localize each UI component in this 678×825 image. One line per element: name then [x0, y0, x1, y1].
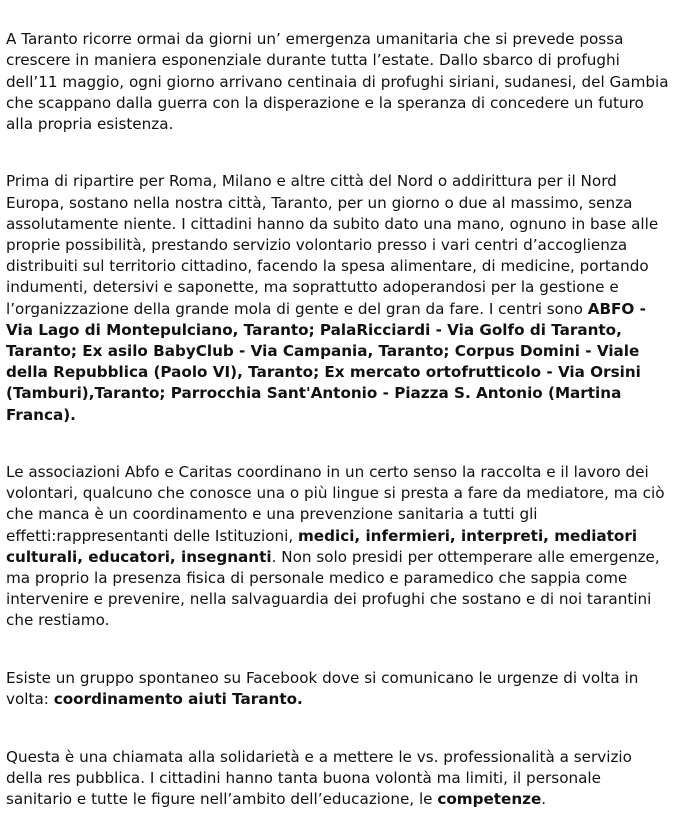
text-run: A Taranto ricorre ormai da giorni un’ emergenza umanitaria che si prevede possa crescere in maniera esponenziale durante tutta l’estate. Dallo sbarco di profughi dell’11 maggio, ogni giorno arrivano centinaia di profughi siriani, sudanesi, del Gambia che scappano dalla guerra con la disperazione e la speranza di concedere un futuro alla propria esistenza.: [6, 30, 669, 134]
paragraph-facebook-group: [6, 647, 676, 711]
paragraph-emergency-intro: [6, 8, 676, 135]
text-run: Esiste un gruppo spontaneo su Facebook dove si comunicano le urgenze di volta in volta:: [6, 668, 639, 709]
paragraph-citizens-help: [6, 150, 676, 426]
text-run: .: [541, 789, 547, 808]
text-run: Le associazioni Abfo e Caritas coordinano in un certo senso la raccolta e il lavoro dei volontari, qualcuno che conosce una o più lingue si presta a fare da mediatore, ma ciò che manca è un coordinamento e una prevenzione sanitaria a tutti gli effetti:rappresentanti delle Istituzioni,: [6, 463, 665, 545]
competenze-emphasis: competenze: [437, 789, 542, 808]
paragraph-associations: [6, 441, 676, 632]
facebook-group-name: coordinamento aiuti Taranto.: [53, 690, 303, 709]
needed-professionals: medici, infermieri, interpreti, mediatori culturali, educatori, insegnanti: [6, 526, 638, 566]
text-run: Prima di ripartire per Roma, Milano e altre città del Nord o addirittura per il Nord Europa, sostano nella nostra città, Taranto, per un giorno o due al massimo, senza assolutamente niente. I cittadini hanno da subito dato una mano, ognuno in base alle proprie possibilità, prestando servizio volontario presso i vari centri d’accoglienza distribuiti sul territorio cittadino, facendo la spesa alimentare, di medicine, portando indumenti, detersivi e saponette, ma soprattutto adoperandosi per la gestione e l’organizzazione della grande mola di gente e del gran da fare. I centri sono: [6, 172, 659, 318]
text-run: . Non solo presidi per ottemperare alle emergenze, ma proprio la presenza fisica di personale medico e paramedico che sappia come intervenire e prevenire, nella salvaguardia dei profughi che sostano e di noi tarantini che restiamo.: [6, 547, 660, 630]
paragraph-call-to-action: [6, 725, 676, 810]
article-body: [6, 8, 676, 825]
reception-centers-list: ABFO - Via Lago di Montepulciano, Taranto; PalaRicciardi - Via Golfo di Taranto, Taranto; Ex asilo BabyClub - Via Campania, Taranto; Corpus Domini - Viale della Repubblica (Paolo VI), Taranto; Ex mercato ortofrutticolo - Via Orsini (Tamburi),Taranto; Parrocchia Sant'Antonio - Piazza S. Antonio (Martina Franca).: [6, 299, 646, 424]
text-run: Questa è una chiamata alla solidarietà e a mettere le vs. professionalità a servizio della res pubblica. I cittadini hanno tanta buona volontà ma limiti, il personale sanitario e tutte le figure nell’ambito dell’educazione, le: [6, 747, 632, 808]
